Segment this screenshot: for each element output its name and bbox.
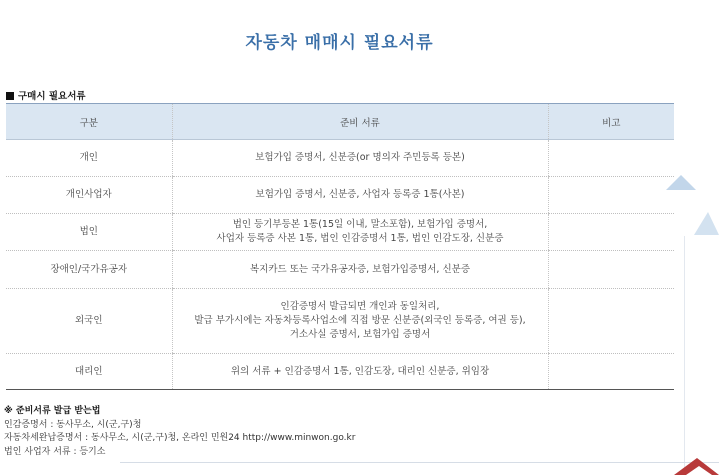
- square-bullet-icon: [6, 92, 14, 100]
- row-category: 외국인: [6, 289, 172, 354]
- table-header-row: [6, 104, 674, 140]
- doc-line: 보험가입 증명서, 신분증(or 명의자 주민등록 등본): [255, 152, 465, 163]
- table-row: [6, 177, 674, 214]
- row-documents: [172, 289, 548, 354]
- documents-table: [6, 103, 674, 390]
- table-row: [6, 140, 674, 177]
- notes-line: 인감증명서 : 동사무소, 시(군,구)청: [4, 419, 142, 430]
- row-documents: [172, 354, 548, 390]
- section-heading: [6, 88, 86, 102]
- decorative-bar: [684, 236, 685, 475]
- section-heading-label: 구매시 필요서류: [18, 91, 86, 102]
- table-row: [6, 354, 674, 390]
- row-category: 장애인/국가유공자: [6, 251, 172, 289]
- row-documents: [172, 251, 548, 289]
- notes-line: 법인 사업자 서류 : 등기소: [4, 446, 106, 457]
- row-documents: [172, 177, 548, 214]
- notes-title: ※ 준비서류 발급 받는법: [4, 406, 101, 416]
- row-documents: [172, 214, 548, 251]
- row-documents: [172, 140, 548, 177]
- row-remarks: [548, 177, 674, 214]
- table-row: [6, 251, 674, 289]
- notes-line: 자동차세완납증명서 : 동사무소, 시(군,구)청, 온라인 민원24 http://www.minwon.go.kr: [4, 433, 356, 443]
- doc-line: 복지카드 또는 국가유공자증, 보험가입증명서, 신분증: [249, 263, 470, 275]
- header-documents: 준비 서류: [172, 104, 548, 140]
- doc-line: 위의 서류 + 인감증명서 1통, 인감도장, 대리인 신분증, 위임장: [230, 365, 490, 377]
- triangle-decor-icon: [686, 466, 712, 475]
- issuance-notes: [4, 405, 355, 459]
- triangle-decor-icon: [694, 212, 719, 235]
- doc-line: 인감증명서 발급되면 개인과 동일처리,: [280, 301, 440, 312]
- triangle-decor-icon: [674, 458, 719, 475]
- doc-line: 사업자 등록증 사본 1통, 법인 인감증명서 1통, 법인 인감도장, 신분증: [216, 233, 504, 244]
- page-title: 자동차 매매시 필요서류: [245, 33, 434, 53]
- header-remarks: 비고: [548, 104, 674, 140]
- doc-line: 거소사실 증명서, 보험가입 증명서: [289, 329, 431, 340]
- row-category: 대리인: [6, 354, 172, 390]
- row-remarks: [548, 354, 674, 390]
- table-row: [6, 289, 674, 354]
- row-remarks: [548, 289, 674, 354]
- table-row: [6, 214, 674, 251]
- row-remarks: [548, 214, 674, 251]
- row-remarks: [548, 140, 674, 177]
- row-category: 개인: [6, 140, 172, 177]
- row-category: 개인사업자: [6, 177, 172, 214]
- doc-line: 보험가입 증명서, 신분증, 사업자 등록증 1통(사본): [255, 189, 465, 200]
- doc-line: 법인 등기부등본 1통(15일 이내, 말소포함), 보험가입 증명서,: [232, 219, 488, 230]
- header-category: 구분: [6, 104, 172, 140]
- row-category: 법인: [6, 214, 172, 251]
- doc-line: 발급 부가시에는 자동차등록사업소에 직접 방문 신분증(외국인 등록증, 여권 등),: [194, 315, 526, 326]
- row-remarks: [548, 251, 674, 289]
- decorative-divider: [120, 462, 719, 463]
